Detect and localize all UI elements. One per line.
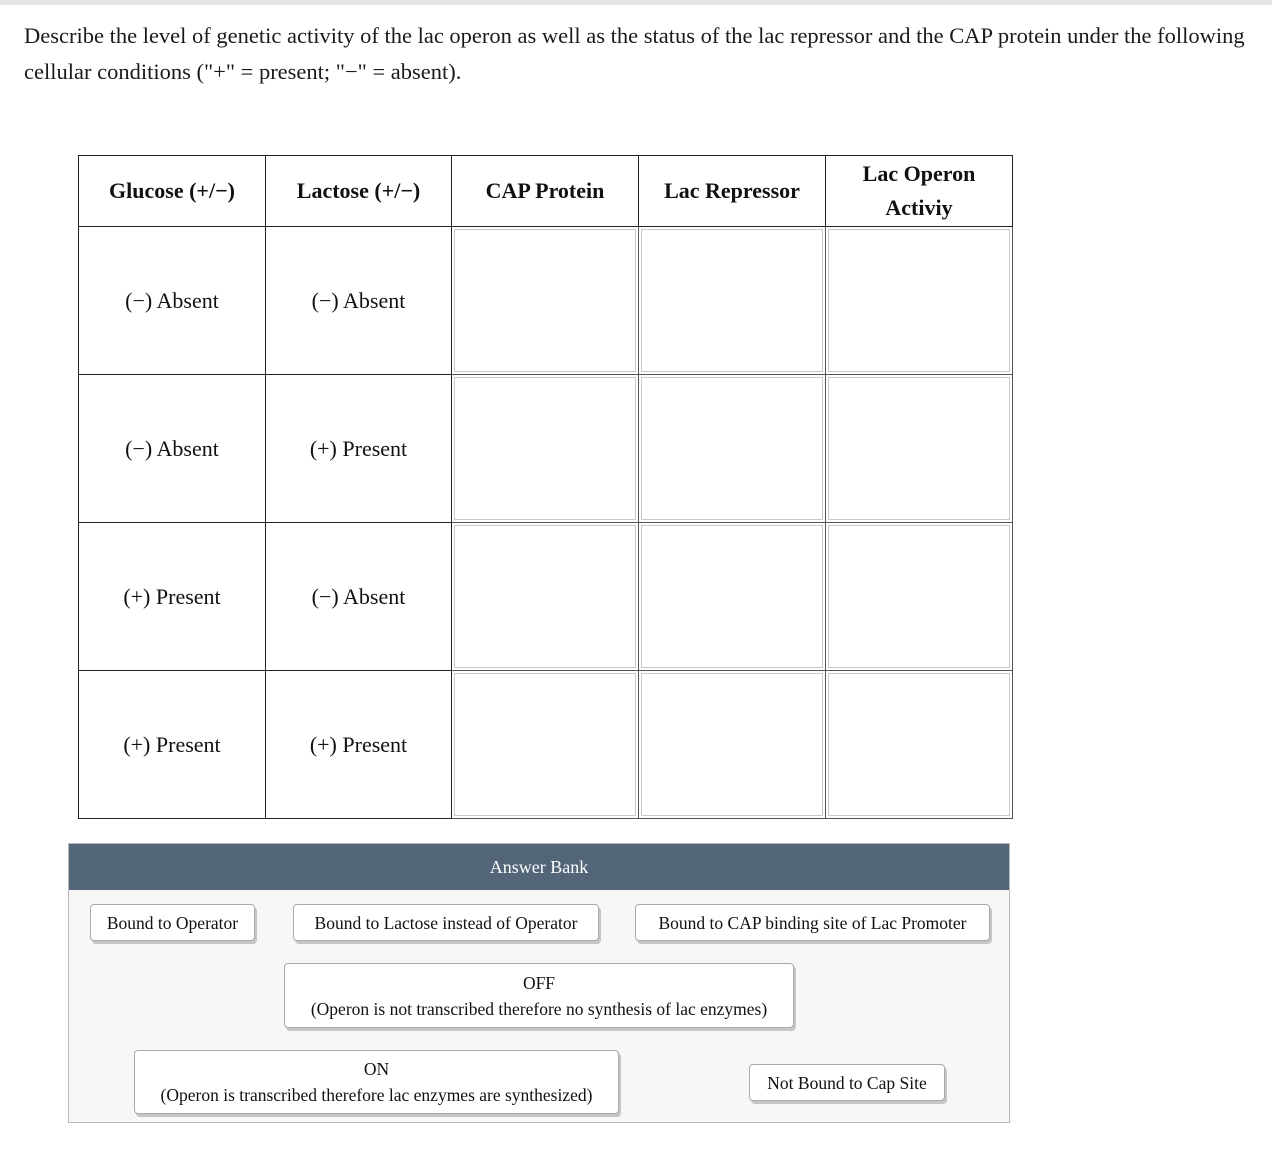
table-header-row [79,156,1013,227]
chip-title: ON [363,1059,390,1079]
operon-activity-drop-zone[interactable] [826,671,1013,819]
cap-protein-drop-zone[interactable] [452,671,639,819]
chip-bound-to-lactose[interactable] [293,904,599,941]
chip-description: (Operon is transcribed therefore lac enzymes are synthesized) [160,1085,593,1105]
chip-bound-to-operator[interactable] [90,904,255,941]
lactose-cell: (−) Absent [266,523,452,671]
table-row [79,523,1013,671]
conditions-table [78,155,1013,819]
chip-bound-to-cap-site[interactable] [635,904,990,941]
operon-activity-drop-zone[interactable] [826,375,1013,523]
table-row [79,671,1013,819]
chip-title: OFF [522,972,556,993]
table-row [79,375,1013,523]
chip-operon-off[interactable] [284,963,794,1028]
glucose-cell: (−) Absent [79,227,266,375]
chip-operon-on[interactable] [134,1050,619,1114]
lac-repressor-drop-zone[interactable] [639,375,826,523]
header-lac-repressor: Lac Repressor [639,156,826,227]
chip-label: Bound to Operator [106,912,239,933]
top-divider [0,0,1272,5]
cap-protein-drop-zone[interactable] [452,523,639,671]
glucose-cell: (−) Absent [79,375,266,523]
header-lac-operon-activity: Lac Operon Activiy [826,156,1013,227]
chip-label: Not Bound to Cap Site [767,1072,927,1093]
glucose-cell: (+) Present [79,523,266,671]
chip-not-bound-to-cap-site[interactable] [749,1064,945,1101]
header-glucose: Glucose (+/−) [79,156,266,227]
lactose-cell: (+) Present [266,671,452,819]
lac-repressor-drop-zone[interactable] [639,523,826,671]
lactose-cell: (−) Absent [266,227,452,375]
header-cap-protein: CAP Protein [452,156,639,227]
operon-activity-drop-zone[interactable] [826,227,1013,375]
glucose-cell: (+) Present [79,671,266,819]
operon-activity-drop-zone[interactable] [826,523,1013,671]
chip-label: Bound to CAP binding site of Lac Promoter [658,912,967,933]
lac-repressor-drop-zone[interactable] [639,671,826,819]
cap-protein-drop-zone[interactable] [452,227,639,375]
table-row [79,227,1013,375]
lactose-cell: (+) Present [266,375,452,523]
question-text: Describe the level of genetic activity of the lac operon as well as the status of the lac repressor and the CAP protein under the following cellular conditions ("+" = present; "−" = absent). [24,23,1245,84]
chip-label: Bound to Lactose instead of Operator [314,912,578,933]
answer-bank-title: Answer Bank [69,844,1009,890]
answer-bank [68,843,1010,1123]
header-lactose: Lactose (+/−) [266,156,452,227]
lac-repressor-drop-zone[interactable] [639,227,826,375]
chip-description: (Operon is not transcribed therefore no synthesis of lac enzymes) [310,998,768,1019]
cap-protein-drop-zone[interactable] [452,375,639,523]
